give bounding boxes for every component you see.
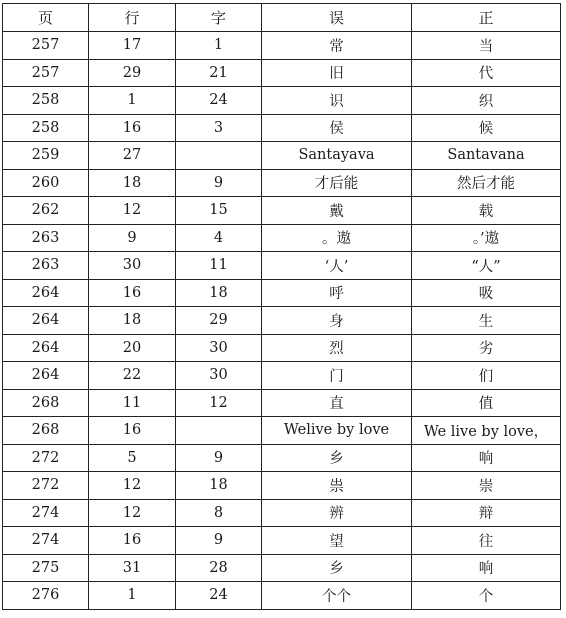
cell-right: 代 bbox=[412, 59, 561, 87]
cell-wrong: 直 bbox=[262, 389, 412, 417]
table-row bbox=[3, 252, 561, 280]
cell-line: 11 bbox=[89, 389, 176, 417]
table-row bbox=[3, 197, 561, 225]
cell-page: 275 bbox=[3, 554, 89, 582]
cell-wrong: 侯 bbox=[262, 114, 412, 142]
cell-char: 4 bbox=[176, 224, 262, 252]
cell-line: 18 bbox=[89, 169, 176, 197]
cell-char: 9 bbox=[176, 444, 262, 472]
cell-char: 9 bbox=[176, 527, 262, 555]
cell-char: 8 bbox=[176, 499, 262, 527]
table-row bbox=[3, 114, 561, 142]
cell-right: Santavana bbox=[412, 142, 561, 170]
cell-wrong: 辨 bbox=[262, 499, 412, 527]
cell-line: 16 bbox=[89, 417, 176, 445]
errata-table-header bbox=[3, 4, 561, 32]
cell-right: 然后才能 bbox=[412, 169, 561, 197]
cell-line: 22 bbox=[89, 362, 176, 390]
cell-page: 260 bbox=[3, 169, 89, 197]
cell-char: 28 bbox=[176, 554, 262, 582]
cell-wrong: 乡 bbox=[262, 554, 412, 582]
cell-wrong: Santayava bbox=[262, 142, 412, 170]
table-row bbox=[3, 142, 561, 170]
cell-page: 263 bbox=[3, 252, 89, 280]
cell-line: 20 bbox=[89, 334, 176, 362]
cell-char: 3 bbox=[176, 114, 262, 142]
header-char: 字 bbox=[176, 4, 262, 32]
cell-char: 12 bbox=[176, 389, 262, 417]
cell-char bbox=[176, 142, 262, 170]
cell-line: 5 bbox=[89, 444, 176, 472]
cell-right: 响 bbox=[412, 554, 561, 582]
cell-right: We live by love， bbox=[412, 417, 561, 445]
header-right: 正 bbox=[412, 4, 561, 32]
cell-wrong: Welive by love bbox=[262, 417, 412, 445]
cell-line: 29 bbox=[89, 59, 176, 87]
table-row bbox=[3, 32, 561, 60]
cell-char: 29 bbox=[176, 307, 262, 335]
table-row bbox=[3, 527, 561, 555]
cell-page: 264 bbox=[3, 307, 89, 335]
cell-line: 16 bbox=[89, 279, 176, 307]
cell-line: 27 bbox=[89, 142, 176, 170]
cell-char: 9 bbox=[176, 169, 262, 197]
cell-line: 1 bbox=[89, 87, 176, 115]
cell-wrong: 祟 bbox=[262, 472, 412, 500]
cell-wrong: 望 bbox=[262, 527, 412, 555]
table-row bbox=[3, 224, 561, 252]
cell-wrong: 识 bbox=[262, 87, 412, 115]
cell-page: 264 bbox=[3, 362, 89, 390]
cell-page: 274 bbox=[3, 527, 89, 555]
cell-line: 16 bbox=[89, 114, 176, 142]
cell-char: 18 bbox=[176, 472, 262, 500]
cell-right: 劣 bbox=[412, 334, 561, 362]
cell-right: 当 bbox=[412, 32, 561, 60]
cell-line: 12 bbox=[89, 197, 176, 225]
cell-line: 17 bbox=[89, 32, 176, 60]
cell-wrong: 烈 bbox=[262, 334, 412, 362]
cell-page: 268 bbox=[3, 417, 89, 445]
cell-char: 21 bbox=[176, 59, 262, 87]
errata-table-body bbox=[3, 32, 561, 610]
cell-page: 272 bbox=[3, 444, 89, 472]
cell-right: 往 bbox=[412, 527, 561, 555]
cell-wrong: 身 bbox=[262, 307, 412, 335]
cell-right: 值 bbox=[412, 389, 561, 417]
cell-char: 15 bbox=[176, 197, 262, 225]
cell-right: “人” bbox=[412, 252, 561, 280]
cell-char: 30 bbox=[176, 334, 262, 362]
cell-right: 生 bbox=[412, 307, 561, 335]
cell-char: 11 bbox=[176, 252, 262, 280]
table-row bbox=[3, 582, 561, 610]
cell-line: 18 bbox=[89, 307, 176, 335]
cell-line: 1 bbox=[89, 582, 176, 610]
cell-wrong: 常 bbox=[262, 32, 412, 60]
cell-char: 1 bbox=[176, 32, 262, 60]
cell-page: 264 bbox=[3, 334, 89, 362]
cell-wrong: 戴 bbox=[262, 197, 412, 225]
table-row bbox=[3, 334, 561, 362]
cell-line: 16 bbox=[89, 527, 176, 555]
cell-page: 263 bbox=[3, 224, 89, 252]
cell-wrong: 门 bbox=[262, 362, 412, 390]
cell-line: 31 bbox=[89, 554, 176, 582]
cell-right: 崇 bbox=[412, 472, 561, 500]
table-row bbox=[3, 279, 561, 307]
cell-right: 响 bbox=[412, 444, 561, 472]
table-row bbox=[3, 499, 561, 527]
table-row bbox=[3, 307, 561, 335]
cell-wrong: 旧 bbox=[262, 59, 412, 87]
header-wrong: 误 bbox=[262, 4, 412, 32]
table-row bbox=[3, 444, 561, 472]
table-row bbox=[3, 169, 561, 197]
cell-wrong: 呼 bbox=[262, 279, 412, 307]
cell-page: 258 bbox=[3, 87, 89, 115]
cell-page: 276 bbox=[3, 582, 89, 610]
cell-wrong: 才后能 bbox=[262, 169, 412, 197]
cell-wrong: ‘人’ bbox=[262, 252, 412, 280]
cell-right: 。’遨 bbox=[412, 224, 561, 252]
cell-right: 辩 bbox=[412, 499, 561, 527]
cell-right: 吸 bbox=[412, 279, 561, 307]
cell-right: 们 bbox=[412, 362, 561, 390]
cell-page: 257 bbox=[3, 32, 89, 60]
cell-char: 30 bbox=[176, 362, 262, 390]
table-row bbox=[3, 389, 561, 417]
cell-char bbox=[176, 417, 262, 445]
table-row bbox=[3, 554, 561, 582]
cell-wrong: 个个 bbox=[262, 582, 412, 610]
cell-page: 264 bbox=[3, 279, 89, 307]
cell-page: 262 bbox=[3, 197, 89, 225]
cell-line: 30 bbox=[89, 252, 176, 280]
cell-wrong: 。遨 bbox=[262, 224, 412, 252]
cell-line: 9 bbox=[89, 224, 176, 252]
cell-line: 12 bbox=[89, 499, 176, 527]
cell-right: 个 bbox=[412, 582, 561, 610]
cell-right: 候 bbox=[412, 114, 561, 142]
table-row bbox=[3, 87, 561, 115]
cell-char: 24 bbox=[176, 87, 262, 115]
header-line: 行 bbox=[89, 4, 176, 32]
header-page: 页 bbox=[3, 4, 89, 32]
cell-page: 274 bbox=[3, 499, 89, 527]
cell-char: 24 bbox=[176, 582, 262, 610]
cell-page: 258 bbox=[3, 114, 89, 142]
cell-line: 12 bbox=[89, 472, 176, 500]
table-row bbox=[3, 59, 561, 87]
cell-page: 257 bbox=[3, 59, 89, 87]
errata-table bbox=[2, 3, 561, 610]
header-row bbox=[3, 4, 561, 32]
cell-wrong: 乡 bbox=[262, 444, 412, 472]
cell-page: 268 bbox=[3, 389, 89, 417]
cell-right: 织 bbox=[412, 87, 561, 115]
cell-page: 272 bbox=[3, 472, 89, 500]
cell-right: 载 bbox=[412, 197, 561, 225]
table-row bbox=[3, 362, 561, 390]
table-row bbox=[3, 472, 561, 500]
cell-char: 18 bbox=[176, 279, 262, 307]
table-row bbox=[3, 417, 561, 445]
cell-page: 259 bbox=[3, 142, 89, 170]
